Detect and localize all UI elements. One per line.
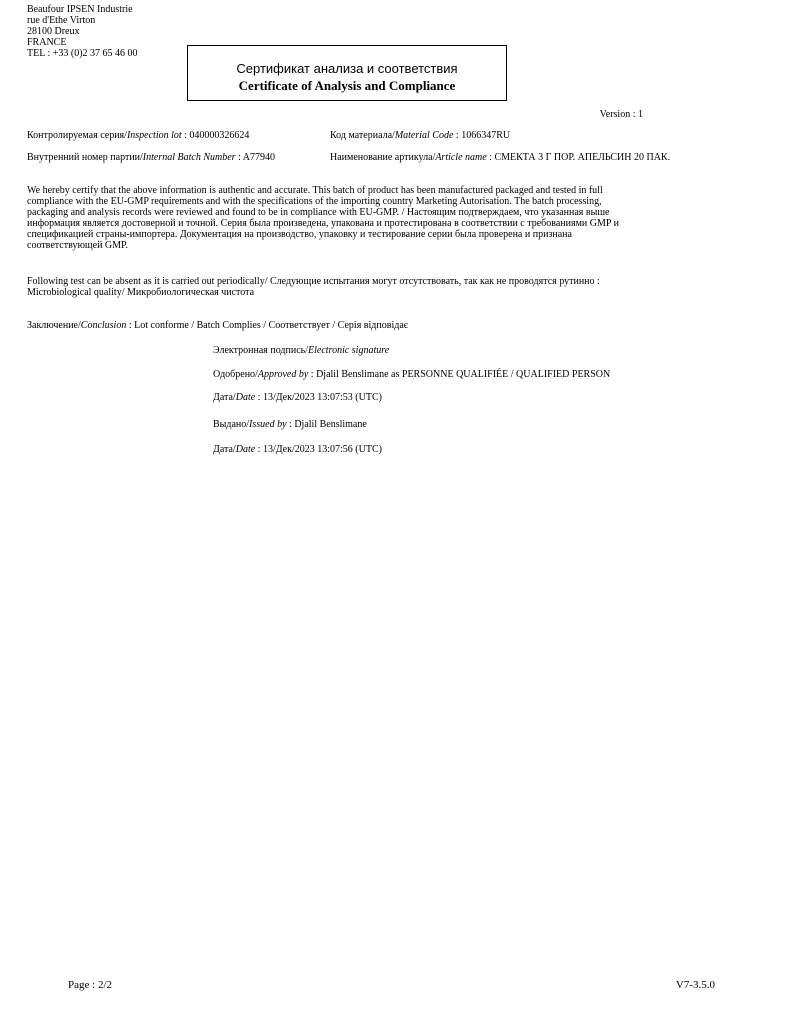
- sender-address: [27, 4, 138, 59]
- paragraph-line: compliance with the EU-GMP requirements and with the specifications of the importing country Marketing Autorisation. The batch processing,: [27, 196, 602, 207]
- field-label-en: Inspection lot: [126, 130, 182, 141]
- certification-paragraph: [27, 185, 717, 251]
- article-name-field: [330, 152, 670, 164]
- paragraph-line: Microbiological quality/ Микробиологическая чистота: [27, 287, 255, 298]
- approved-by-line: [213, 369, 610, 381]
- date-label-ru: Дата/: [213, 392, 236, 403]
- field-label-en: Material Code: [394, 130, 454, 141]
- issued-by-line: [213, 419, 367, 431]
- document-version-code: V7-3.5.0: [675, 979, 715, 991]
- issued-label-ru: Выдано/: [213, 419, 250, 430]
- address-line: FRANCE: [27, 37, 67, 48]
- field-label-en: Internal Batch Number: [142, 152, 236, 163]
- conclusion-value: : Lot conforme / Batch Complies / Соответствует / Серія відповідає: [126, 320, 409, 331]
- field-label-ru: Контролируемая серия/: [27, 130, 127, 141]
- page-number: Page : 2/2: [68, 979, 112, 991]
- approved-label-ru: Одобрено/: [213, 369, 258, 380]
- electronic-signature-heading: [213, 345, 389, 357]
- field-value: : 1066347RU: [453, 130, 511, 141]
- title-english: Certificate of Analysis and Compliance: [238, 78, 456, 93]
- paragraph-line: информация является достоверной и точной. Серия была произведена, упакована и протестирована в соответствии с требованиями GMP и: [27, 218, 619, 229]
- version-label: Version : 1: [599, 109, 643, 120]
- material-code-field: [330, 130, 510, 142]
- address-line: 28100 Dreux: [27, 26, 80, 37]
- date-value: : 13/Дек/2023 13:07:56 (UTC): [255, 444, 382, 455]
- esig-label-ru: Электронная подпись/: [213, 345, 308, 356]
- date-value: : 13/Дек/2023 13:07:53 (UTC): [255, 392, 382, 403]
- conclusion-label-ru: Заключение/: [27, 320, 81, 331]
- issued-date-line: [213, 444, 382, 456]
- approved-label-en: Approved by: [257, 369, 309, 380]
- field-label-ru: Наименование артикула/: [330, 152, 436, 163]
- periodic-test-note: [27, 276, 717, 298]
- issued-label-en: Issued by: [249, 419, 287, 430]
- inspection-lot-field: [27, 130, 249, 142]
- paragraph-line: спецификацией страны-импортера. Документация на производство, упаковку и тестирование серии была проверена и признана: [27, 229, 572, 240]
- field-label-ru: Код материала/: [330, 130, 395, 141]
- paragraph-line: We hereby certify that the above information is authentic and accurate. This batch of product has been manufactured packaged and tested in full: [27, 185, 603, 196]
- address-line: Beaufour IPSEN Industrie: [27, 4, 133, 15]
- internal-batch-field: [27, 152, 275, 164]
- paragraph-line: Following test can be absent as it is carried out periodically/ Следующие испытания могут отсутствовать, так как не проводятся рутинно :: [27, 276, 600, 287]
- paragraph-line: packaging and analysis records were reviewed and found to be in compliance with EU-GMP. / Настоящим подтверждаем, что указанная выше: [27, 207, 610, 218]
- document-title-box: [187, 45, 507, 101]
- esig-label-en: Electronic signature: [308, 345, 390, 356]
- address-line: TEL : +33 (0)2 37 65 46 00: [27, 48, 138, 59]
- issued-value: : Djalil Benslimane: [286, 419, 367, 430]
- date-label-ru: Дата/: [213, 444, 236, 455]
- title-russian: Сертификат анализа и соответствия: [236, 61, 458, 76]
- field-value: : A77940: [235, 152, 276, 163]
- date-label-en: Date: [235, 392, 256, 403]
- field-value: : 040000326624: [181, 130, 250, 141]
- conclusion-line: [27, 320, 408, 332]
- conclusion-label-en: Conclusion: [80, 320, 127, 331]
- field-label-ru: Внутренний номер партии/: [27, 152, 143, 163]
- address-line: rue d'Ethe Virton: [27, 15, 96, 26]
- date-label-en: Date: [235, 444, 256, 455]
- approved-value: : Djalil Benslimane as PERSONNE QUALIFIÉE / QUALIFIED PERSON: [308, 369, 611, 380]
- field-label-en: Article name: [435, 152, 487, 163]
- approved-date-line: [213, 392, 382, 404]
- field-value: : СМЕКТА 3 Г ПОР. АПЕЛЬСИН 20 ПАК.: [486, 152, 671, 163]
- paragraph-line: соответствующей GMP.: [27, 240, 128, 251]
